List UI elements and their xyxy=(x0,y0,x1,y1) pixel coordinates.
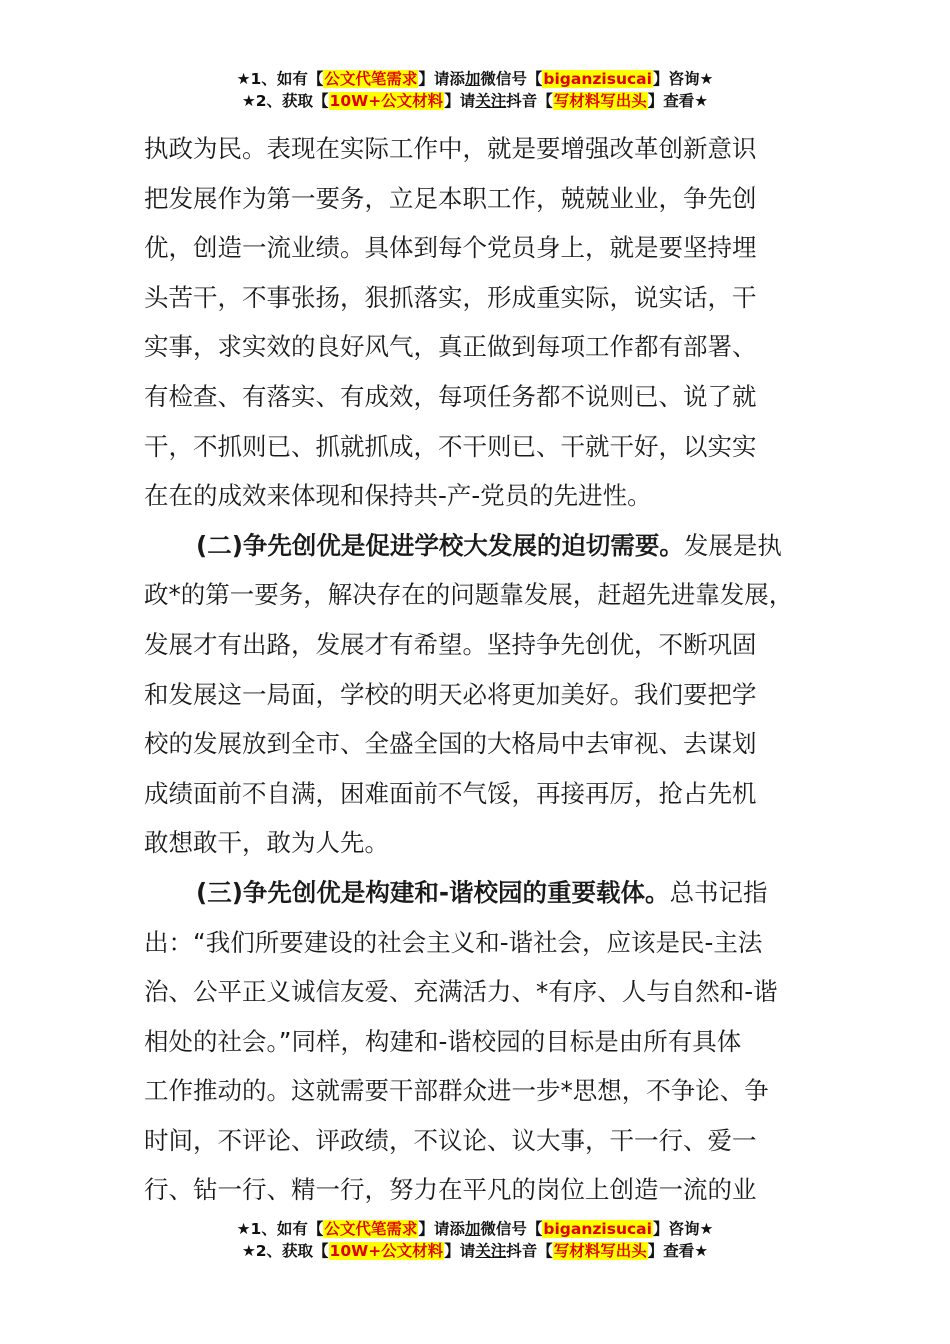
body-line: 出：“我们所要建设的社会主义和-谐社会，应该是民-主法 xyxy=(144,927,763,957)
banner-highlight: 写材料写出头 xyxy=(553,92,647,110)
banner-text: 】咨询★ xyxy=(652,70,714,88)
banner-text: ★2、获取【 xyxy=(241,92,329,110)
banner-highlight: 10W+公文材料 xyxy=(329,92,444,110)
banner-line-2 xyxy=(0,1240,950,1262)
banner-text: 】请添 xyxy=(418,70,465,88)
section-2-first-line xyxy=(144,521,834,571)
banner-text: 抖音【 xyxy=(506,1242,553,1260)
banner-line-2 xyxy=(0,90,950,112)
banner-highlight: 10W+公文材料 xyxy=(329,1242,444,1260)
banner-text: ★2、获取【 xyxy=(241,1242,329,1260)
banner-highlight: 写材料写出头 xyxy=(553,1242,647,1260)
body-line: 把发展作为第一要务，立足本职工作，兢兢业业，争先创 xyxy=(144,183,757,213)
banner-text: ★1、如有【 xyxy=(236,1220,324,1238)
banner-underline: 加 xyxy=(464,1220,481,1238)
body-line: 相处的社会。”同样，构建和-谐校园的目标是由所有具体 xyxy=(144,1026,742,1056)
banner-underline: 加 xyxy=(464,70,481,88)
banner-highlight: biganzisucai xyxy=(543,1220,652,1238)
banner-highlight: 公文代笔需求 xyxy=(324,1220,418,1238)
body-line: 有检查、有落实、有成效，每项任务都不说则已、说了就 xyxy=(144,381,757,411)
body-line: 行、钻一行、精一行，努力在平凡的岗位上创造一流的业 xyxy=(144,1175,757,1205)
banner-text: ★1、如有【 xyxy=(236,70,324,88)
body-line: 发展才有出路，发展才有希望。坚持争先创优，不断巩固 xyxy=(144,629,757,659)
banner-highlight: 公文代笔需求 xyxy=(324,70,418,88)
banner-underline: 关注 xyxy=(475,1242,507,1260)
banner-highlight: biganzisucai xyxy=(543,70,652,88)
header-banner xyxy=(0,68,950,112)
banner-underline: 关注 xyxy=(475,92,507,110)
banner-text: 】咨询★ xyxy=(652,1220,714,1238)
body-line: 时间，不评论、评政绩，不议论、议大事，干一行、爱一 xyxy=(144,1125,757,1155)
body-line: 执政为民。表现在实际工作中，就是要增强改革创新意识 xyxy=(144,134,757,163)
banner-line-1 xyxy=(0,1218,950,1240)
body-line: 干，不抓则已、抓就抓成，不干则已、干就干好，以实实 xyxy=(144,431,757,461)
banner-text: 】查看★ xyxy=(647,92,709,110)
banner-text: 】请 xyxy=(444,92,476,110)
banner-text: 微信号【 xyxy=(480,70,543,88)
banner-text: 】查看★ xyxy=(647,1242,709,1260)
banner-text: 】请添 xyxy=(418,1220,465,1238)
section-heading: (三)争先创优是构建和-谐校园的重要载体。 xyxy=(196,877,670,907)
body-line: 和发展这一局面，学校的明天必将更加美好。我们要把学 xyxy=(144,679,757,709)
section-heading: (二)争先创优是促进学校大发展的迫切需要。 xyxy=(196,530,684,560)
body-line: 工作推动的。这就需要干部群众进一步*思想，不争论、争 xyxy=(144,1076,769,1106)
body-line: 发展是执 xyxy=(683,530,782,560)
banner-line-1 xyxy=(0,68,950,90)
body-line: 在在的成效来体现和保持共-产-党员的先进性。 xyxy=(144,481,652,511)
body-line: 敢想敢干，敢为人先。 xyxy=(144,828,389,858)
section-3-first-line xyxy=(144,868,834,918)
body-line: 优，创造一流业绩。具体到每个党员身上，就是要坚持埋 xyxy=(144,233,757,263)
body-line: 实事，求实效的良好风气，真正做到每项工作都有部署、 xyxy=(144,332,757,362)
banner-text: 微信号【 xyxy=(480,1220,543,1238)
body-line: 政*的第一要务，解决存在的问题靠发展，赶超先进靠发展， xyxy=(144,580,794,610)
body-line: 治、公平正义诚信友爱、充满活力、*有序、人与自然和-谐 xyxy=(144,977,778,1007)
document-body xyxy=(144,124,834,1215)
body-line: 成绩面前不自满，困难面前不气馁，再接再厉，抢占先机 xyxy=(144,778,757,808)
banner-text: 抖音【 xyxy=(506,92,553,110)
footer-banner xyxy=(0,1218,950,1262)
banner-text: 】请 xyxy=(444,1242,476,1260)
body-line: 头苦干，不事张扬，狠抓落实，形成重实际，说实话，干 xyxy=(144,282,757,312)
body-line: 校的发展放到全市、全盛全国的大格局中去审视、去谋划 xyxy=(144,729,757,759)
body-line: 总书记指 xyxy=(669,877,768,907)
